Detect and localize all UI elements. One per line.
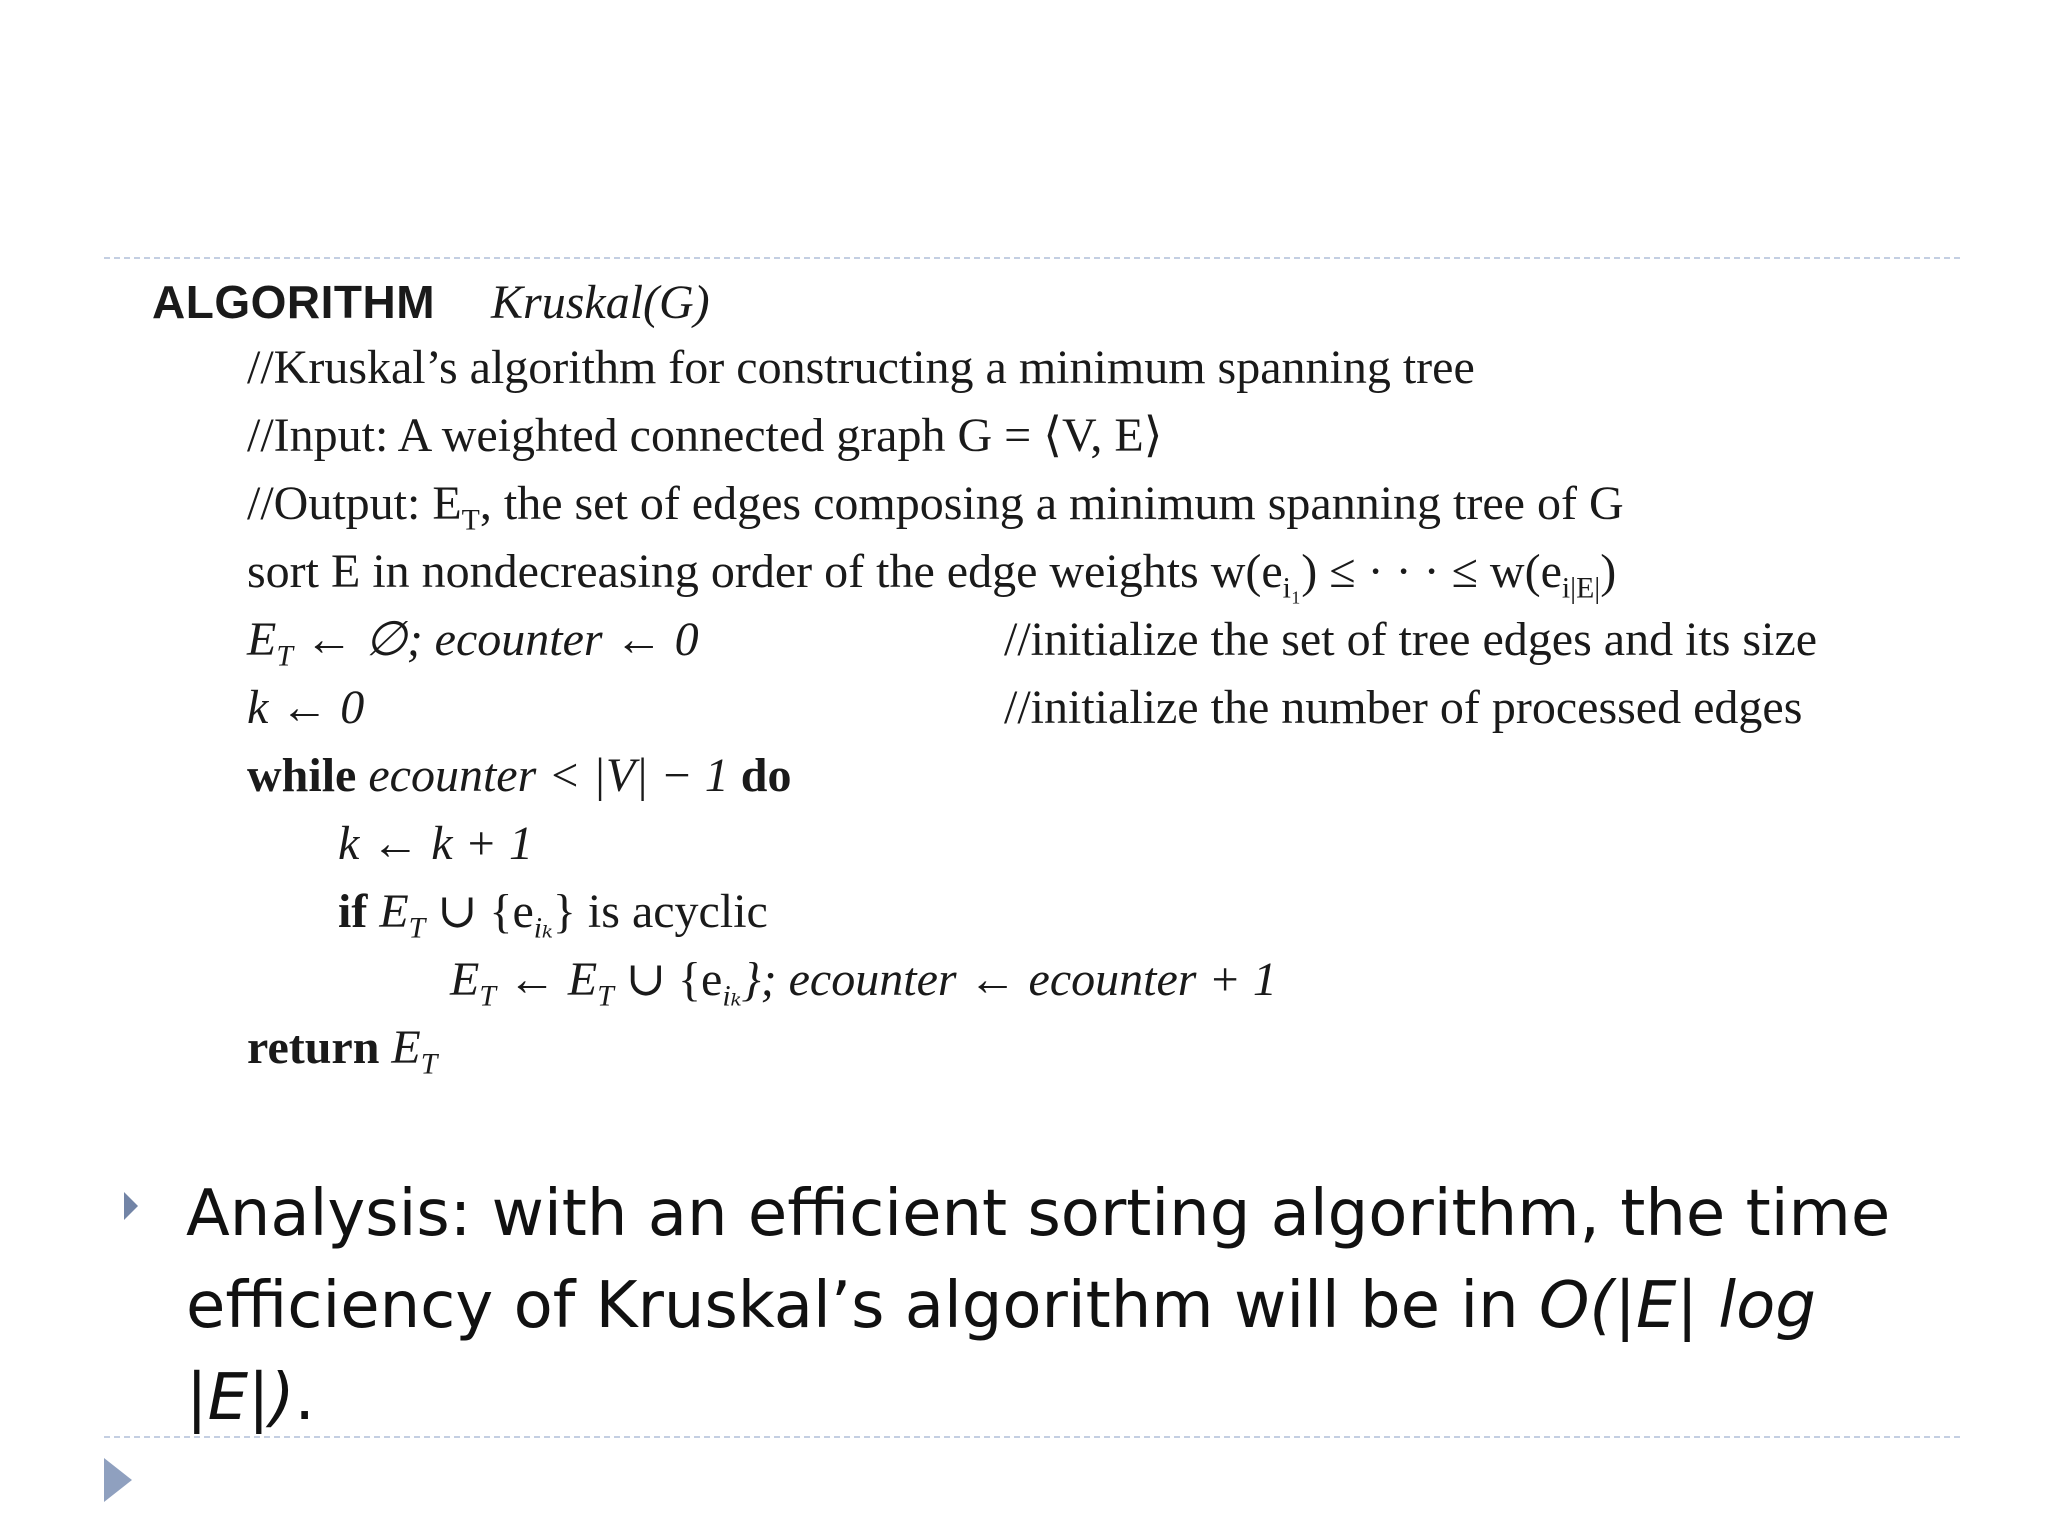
algorithm-init-line: $E_T$ ← ∅; ecounter ← 0 //initialize the set of tree edges and its size	[247, 608, 1927, 672]
algorithm-k-init-line: k ← 0 //initialize the number of processed edges	[247, 676, 1927, 740]
algorithm-comment-purpose: //Kruskal’s algorithm for constructing a minimum spanning tree	[247, 341, 1475, 394]
algorithm-k-increment: k ← k + 1	[338, 817, 533, 870]
complexity-expression: O(|E| log |E|)	[186, 1269, 1816, 1435]
play-arrow-icon	[104, 1458, 132, 1502]
bottom-divider	[104, 1436, 1960, 1438]
analysis-text: Analysis: with an efficient sorting algorithm, the time efficiency of Kruskal’s algorithm will be in O(|E| log |E|).	[186, 1177, 1891, 1435]
algorithm-header	[152, 270, 710, 334]
algorithm-return-line: return $E_T$	[247, 1021, 438, 1081]
bullet-arrow-icon	[124, 1192, 138, 1220]
top-divider	[104, 257, 1960, 259]
algorithm-while-line: while ecounter < |V| − 1 do	[247, 749, 792, 802]
algorithm-assign-line: $E_T$ ← $E_T$ ∪ $\{e_{i_k}\}$; ecounter ← ecounter + 1	[450, 953, 1277, 1013]
algorithm-comment-output: //Output: $E_T$, the set of edges composing a minimum spanning tree of G	[247, 477, 1624, 537]
algorithm-comment-input: //Input: A weighted connected graph G = ⟨V, E⟩	[247, 409, 1163, 462]
algorithm-keyword: ALGORITHM	[152, 276, 436, 328]
algorithm-if-line: if $E_T$ ∪ $\{e_{i_k}\}$ is acyclic	[338, 885, 768, 945]
algorithm-name: Kruskal(G)	[491, 276, 710, 329]
init-comment: //initialize the set of tree edges and its size	[1004, 613, 1818, 666]
k-comment: //initialize the number of processed edges	[1004, 681, 1803, 734]
algorithm-sort-line: sort E in nondecreasing order of the edge weights $w(e_{i_1})$ ≤ · · · ≤ $w(e_{i|E|})$	[247, 545, 1617, 605]
